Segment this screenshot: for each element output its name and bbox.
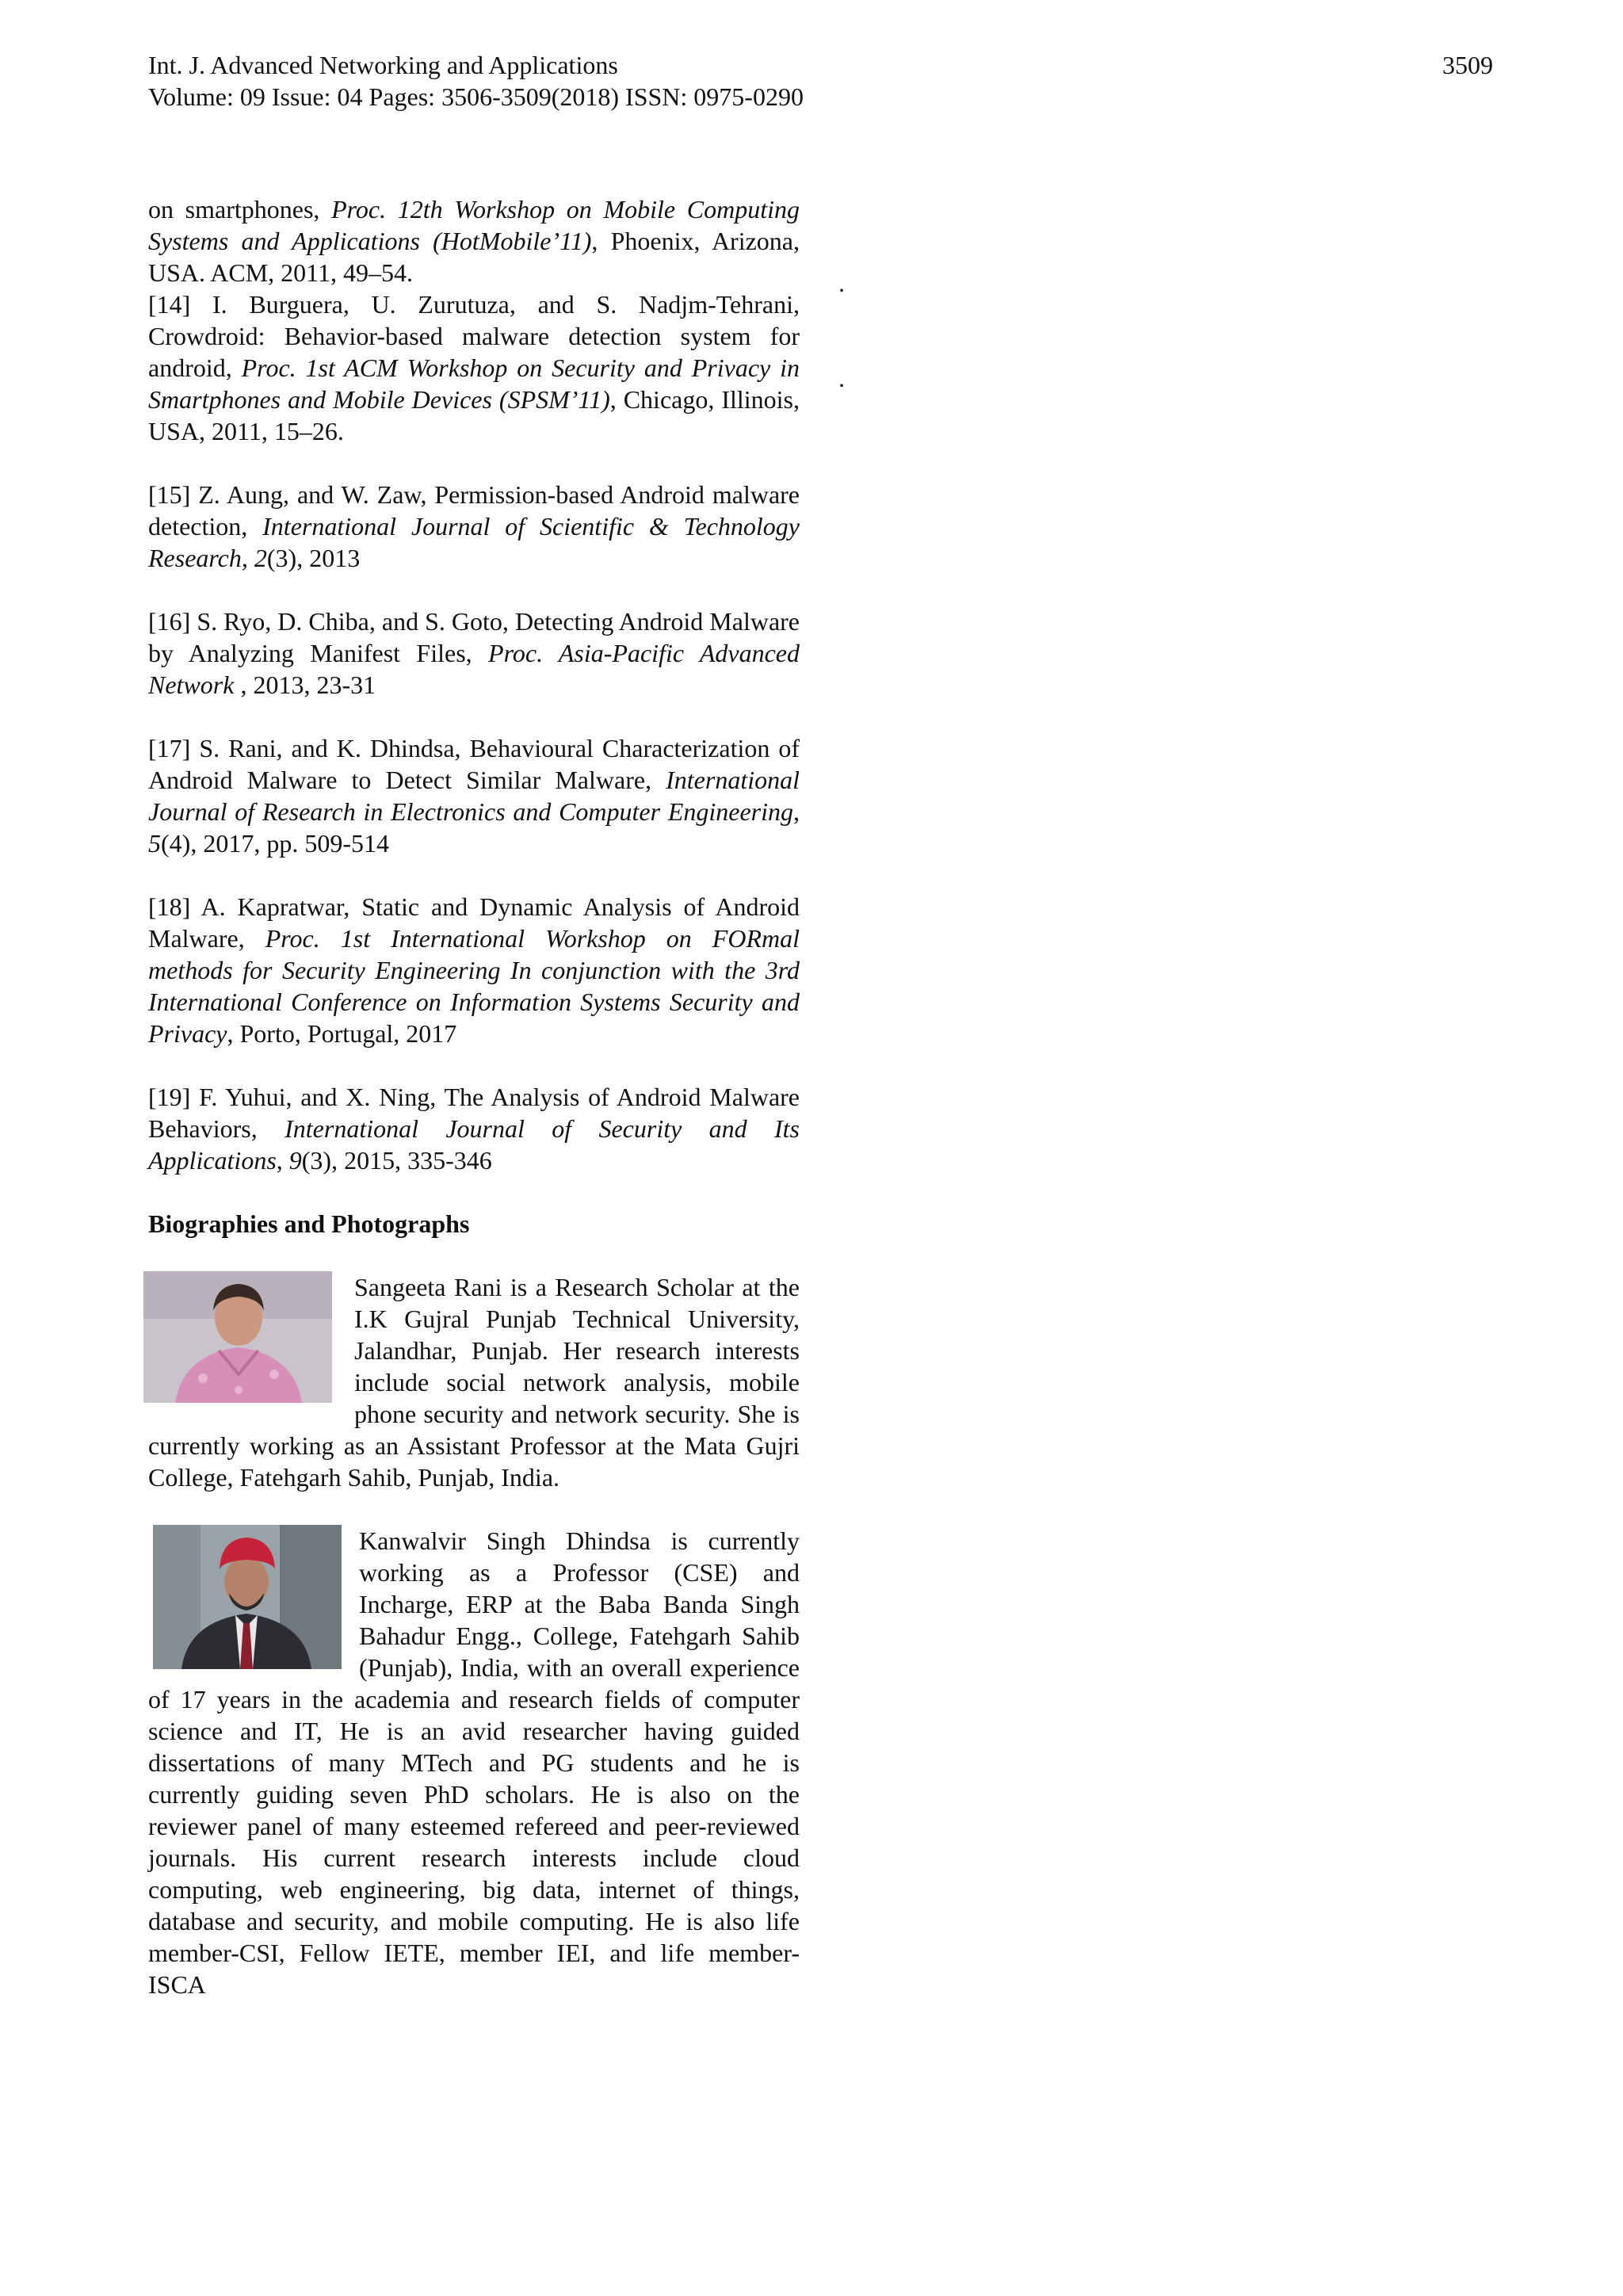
- reference-15: [15] Z. Aung, and W. Zaw, Permission-based Android malware detection, International Journal of Scientific & Technology Research, 2(3), 2013: [148, 480, 800, 572]
- biography-rani: [148, 1271, 800, 1493]
- reference-13-continued: on smartphones, Proc. 12th Workshop on Mobile Computing Systems and Applications (HotMobile’11), Phoenix, Arizona, USA. ACM, 2011, 49–54.: [148, 195, 800, 287]
- running-header: [148, 49, 804, 113]
- stray-period: .: [838, 269, 845, 297]
- section-title: Biographies and Photographs: [148, 1209, 470, 1238]
- author-photo-rani: [143, 1271, 332, 1403]
- journal-name: Int. J. Advanced Networking and Applications: [148, 51, 618, 79]
- reference-16: [16] S. Ryo, D. Chiba, and S. Goto, Detecting Android Malware by Analyzing Manifest Files, Proc. Asia-Pacific Advanced Network , 2013, 23-31: [148, 607, 800, 699]
- biography-text: Kanwalvir Singh Dhindsa is currently working as a Professor (CSE) and Incharge, ERP at the Baba Banda Singh Bahadur Engg., College, Fatehgarh Sahib (Punjab), India, with an overall experience of 17 years in the academia and research fields of computer science and IT, He is an avid researcher having guided dissertations of many MTech and PG students and he is currently guiding seven PhD scholars. He is also on the reviewer panel of many esteemed refereed and peer-reviewed journals. His current research interests include cloud computing, web engineering, big data, internet of things, database and security, and mobile computing. He is also life member-CSI, Fellow IETE, member IEI, and life member-ISCA: [148, 1526, 800, 1999]
- page-number: 3509: [1442, 51, 1493, 79]
- biography-dhindsa: [148, 1525, 800, 2000]
- stray-period: .: [838, 364, 845, 392]
- reference-14: [14] I. Burguera, U. Zurutuza, and S. Nadjm-Tehrani, Crowdroid: Behavior-based malware detection system for android, Proc. 1st ACM Workshop on Security and Privacy in Smartphones and Mobile Devices (SPSM’11), Chicago, Illinois, USA, 2011, 15–26.: [148, 290, 800, 445]
- reference-19: [19] F. Yuhui, and X. Ning, The Analysis of Android Malware Behaviors, International Journal of Security and Its Applications, 9(3), 2015, 335-346: [148, 1083, 800, 1175]
- reference-17: [17] S. Rani, and K. Dhindsa, Behavioural Characterization of Android Malware to Detect Similar Malware, International Journal of Research in Electronics and Computer Engineering, 5(4), 2017, pp. 509-514: [148, 734, 800, 858]
- left-column: [148, 193, 800, 2032]
- volume-line: Volume: 09 Issue: 04 Pages: 3506-3509(2018) ISSN: 0975-0290: [148, 82, 804, 111]
- reference-18: [18] A. Kapratwar, Static and Dynamic Analysis of Android Malware, Proc. 1st International Workshop on FORmal methods for Security Engineering In conjunction with the 3rd International Conference on Information Systems Security and Privacy, Porto, Portugal, 2017: [148, 892, 800, 1048]
- author-photo-dhindsa: [153, 1525, 342, 1669]
- biography-text: Sangeeta Rani is a Research Scholar at the I.K Gujral Punjab Technical University, Jalandhar, Punjab. Her research interests include social network analysis, mobile phone security and network security. She is currently working as an Assistant Professor at the Mata Gujri College, Fatehgarh Sahib, Punjab, India.: [148, 1273, 800, 1492]
